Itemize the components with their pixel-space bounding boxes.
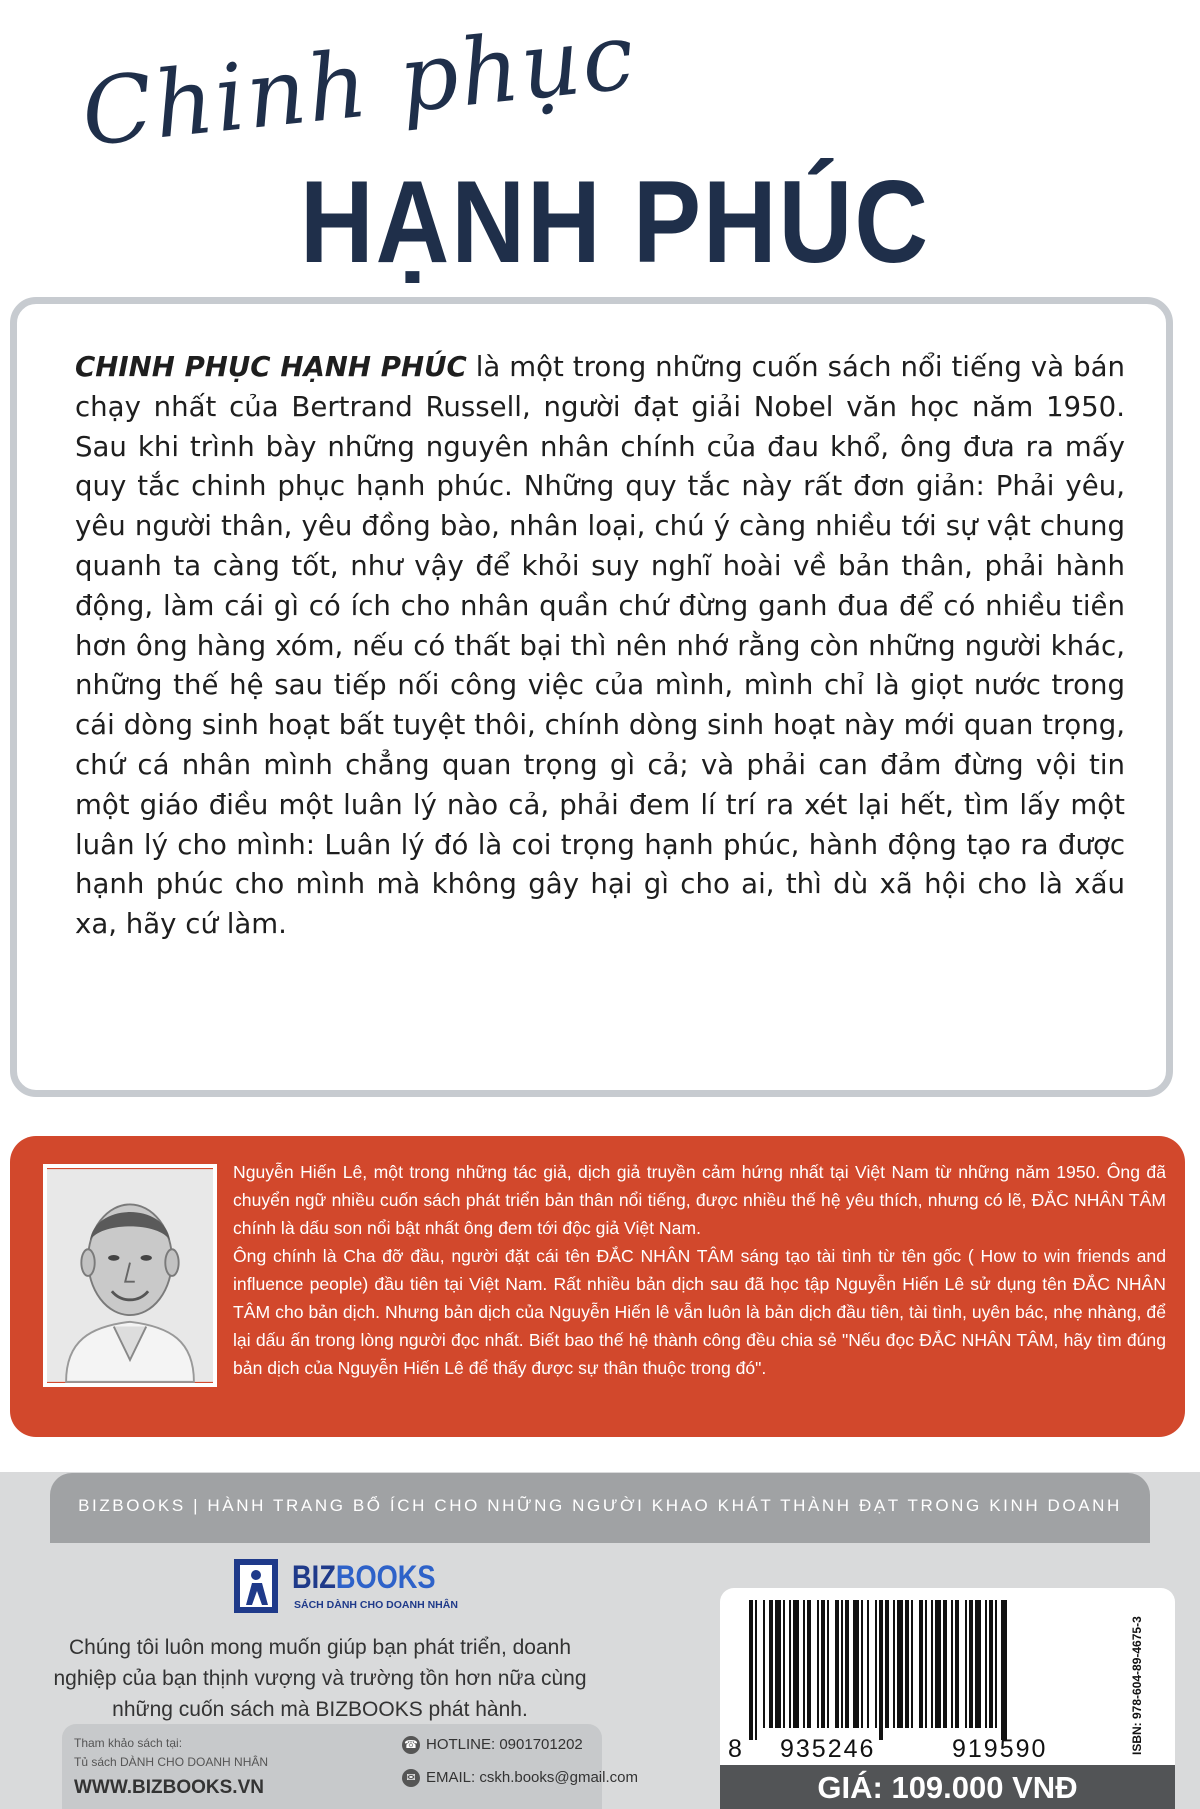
barcode-bar bbox=[749, 1600, 753, 1740]
phone-icon: ☎ bbox=[402, 1736, 420, 1754]
barcode-bar bbox=[867, 1600, 869, 1728]
logo-name-bold: BIZ bbox=[292, 1559, 336, 1595]
barcode-bar bbox=[763, 1600, 765, 1728]
barcode-bar bbox=[875, 1600, 877, 1728]
author-portrait bbox=[43, 1164, 217, 1387]
slogan-bar bbox=[50, 1473, 1150, 1543]
bizbooks-logo-icon bbox=[232, 1557, 284, 1617]
barcode-bar bbox=[911, 1600, 913, 1728]
barcode-bar bbox=[783, 1600, 785, 1728]
barcode-group-1: 935246 bbox=[780, 1735, 876, 1763]
barcode-first-digit: 8 bbox=[728, 1735, 744, 1763]
barcode-bar bbox=[919, 1600, 923, 1728]
barcode-bar bbox=[935, 1600, 941, 1728]
barcode-bar bbox=[885, 1600, 889, 1728]
barcode-bar bbox=[925, 1600, 927, 1728]
barcode-bar bbox=[943, 1600, 947, 1728]
barcode-bar bbox=[835, 1600, 839, 1728]
hotline bbox=[402, 1736, 583, 1754]
barcode-bar bbox=[789, 1600, 791, 1728]
barcode bbox=[745, 1600, 1115, 1740]
barcode-bar bbox=[775, 1600, 781, 1728]
description-box bbox=[10, 297, 1173, 1097]
isbn-label: ISBN: 978-604-89-4675-3 bbox=[1130, 1616, 1144, 1755]
email-text: EMAIL: cskh.books@gmail.com bbox=[426, 1769, 638, 1786]
title-script: Chinh phục bbox=[76, 2, 641, 168]
email bbox=[402, 1769, 638, 1787]
barcode-bar bbox=[821, 1600, 825, 1728]
reference-label: Tham khảo sách tại: bbox=[74, 1736, 183, 1750]
barcode-bar bbox=[793, 1600, 799, 1728]
email-icon: ✉ bbox=[402, 1769, 420, 1787]
barcode-group-2: 919590 bbox=[952, 1735, 1048, 1763]
barcode-bar bbox=[905, 1600, 909, 1728]
barcode-bar bbox=[897, 1600, 903, 1728]
barcode-box bbox=[720, 1588, 1175, 1765]
reference-shelf: Tủ sách DÀNH CHO DOANH NHÂN bbox=[74, 1755, 269, 1769]
publisher-mission: Chúng tôi luôn mong muốn giúp bạn phát triển, doanh nghiệp của bạn thịnh vượng và trường tồn hơn nữa cùng những cuốn sách mà BIZBOOKS phát hành. bbox=[53, 1636, 587, 1721]
logo-tagline: SÁCH DÀNH CHO DOANH NHÂN bbox=[294, 1599, 458, 1611]
hotline-text: HOTLINE: 0901701202 bbox=[426, 1736, 583, 1753]
description-text bbox=[75, 347, 1125, 944]
barcode-bar bbox=[827, 1600, 829, 1728]
logo-name bbox=[292, 1559, 436, 1596]
price: GIÁ: 109.000 VNĐ bbox=[817, 1770, 1078, 1805]
barcode-bar bbox=[985, 1600, 987, 1728]
barcode-bar bbox=[969, 1600, 973, 1728]
barcode-bar bbox=[807, 1600, 811, 1728]
barcode-bar bbox=[931, 1600, 933, 1728]
contact-box bbox=[62, 1724, 638, 1809]
author-bio-paragraph-2: Ông chính là Cha đỡ đầu, người đặt cái tên ĐẮC NHÂN TÂM sáng tạo tài tình từ tên gốc ( How to win friends and influence people) đầu tiên tại Việt Nam. Rất nhiều bản dịch sau đã học tập Nguyễn Hiến Lê sử dụng tên ĐẮC NHÂN TÂM cho bản dịch. Nhưng bản dịch của Nguyễn Hiến lê vẫn luôn là bản dịch đầu tiên, tài tình, uyên bác, nhẹ nhàng, để lại dấu ấn trong lòng người đọc nhất. Biết bao thế hệ thành công đều chia sẻ "Nếu đọc ĐẮC NHÂN TÂM, hãy tìm đúng bản dịch của Nguyễn Hiến Lê để thấy được sự thân thuộc trong đó". bbox=[233, 1246, 1166, 1378]
barcode-bar bbox=[853, 1600, 859, 1728]
barcode-bar bbox=[951, 1600, 953, 1728]
page-title: HẠNH PHÚC bbox=[300, 156, 930, 288]
author-bio bbox=[233, 1158, 1166, 1382]
barcode-bar bbox=[845, 1600, 849, 1728]
barcode-bar bbox=[803, 1600, 805, 1728]
barcode-bar bbox=[995, 1600, 997, 1728]
logo-name-light: BOOKS bbox=[335, 1559, 436, 1595]
publisher-slogan: BIZBOOKS | HÀNH TRANG BỔ ÍCH CHO NHỮNG NGƯỜI KHAO KHÁT THÀNH ĐẠT TRONG KINH DOANH bbox=[78, 1496, 1122, 1515]
description-body: là một trong những cuốn sách nổi tiếng và bán chạy nhất của Bertrand Russell, người đạt giải Nobel văn học năm 1950. Sau khi trình bày những nguyên nhân chính của đau khổ, ông đưa ra mấy quy tắc chinh phục hạnh phúc. Những quy tắc này rất đơn giản: Phải yêu, yêu người thân, yêu đồng bào, nhân loại, chú ý càng nhiều tới sự vật chung quanh ta càng tốt, như vậy để khỏi suy nghĩ hoài về bản thân, phải hành động, làm cái gì có ích cho nhân quần chứ đừng ganh đua để có nhiều tiền hơn ông hàng xóm, nếu có thất bại thì nên nhớ rằng còn những người khác, những thế hệ sau tiếp nối công việc của mình, mình chỉ là giọt nước trong cái dòng sinh hoạt bất tuyệt thôi, chính dòng sinh hoạt này mới quan trọng, chứ cá nhân mình chẳng quan trọng gì cả; và phải can đảm đừng vội tin một giáo điều một luân lý nào cả, phải đem lí trí ra xét lại hết, tìm lấy một luân lý cho mình: Luân lý đó là coi trọng hạnh phúc, hành động tạo ra được hạnh phúc cho mình mà không gây hại gì cho ai, thì dù xã hội cho là xấu xa, hãy cứ làm. bbox=[75, 350, 1125, 941]
price-bar bbox=[720, 1765, 1175, 1809]
barcode-bar bbox=[817, 1600, 819, 1728]
barcode-bar bbox=[841, 1600, 843, 1728]
description-lead: CHINH PHỤC HẠNH PHÚC bbox=[75, 350, 467, 383]
author-panel bbox=[10, 1136, 1185, 1437]
barcode-bar bbox=[955, 1600, 959, 1728]
barcode-bar bbox=[769, 1600, 773, 1728]
barcode-bar bbox=[965, 1600, 967, 1728]
author-bio-paragraph-1: Nguyễn Hiến Lê, một trong những tác giả, dịch giả truyền cảm hứng nhất tại Việt Nam từ những năm 1950. Ông đã chuyển ngữ nhiều cuốn sách phát triển bản thân nổi tiếng, được nhiều thế hệ yêu thích, nhưng có lẽ, ĐẮC NHÂN TÂM chính là dấu son nổi bật nhất ông đem tới độc giả Việt Nam. bbox=[233, 1162, 1166, 1238]
barcode-bar bbox=[1001, 1600, 1007, 1740]
barcode-bar bbox=[893, 1600, 895, 1728]
barcode-bar bbox=[879, 1600, 883, 1740]
barcode-bar bbox=[861, 1600, 863, 1728]
website-link[interactable]: WWW.BIZBOOKS.VN bbox=[74, 1777, 264, 1798]
barcode-bar bbox=[975, 1600, 981, 1728]
barcode-bar bbox=[989, 1600, 993, 1728]
barcode-bar bbox=[755, 1600, 757, 1740]
